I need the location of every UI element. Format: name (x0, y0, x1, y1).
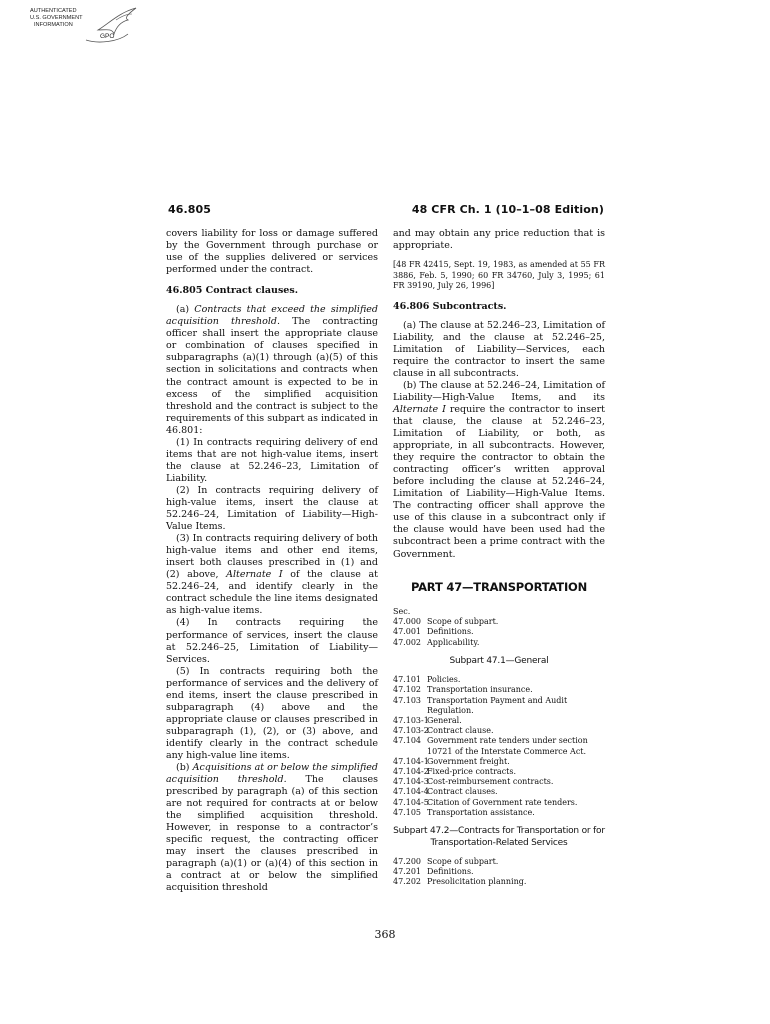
paragraph-a4: (4) In contracts requiring the performance of services, insert the clause at 52.246–25, Limitation of Liability—Services. (166, 617, 378, 665)
toc-entry-number: 47.104-5 (393, 797, 429, 807)
paragraph-b: (b) Acquisitions at or below the simplified acquisition threshold. The clauses prescribed by paragraph (a) of this section are not required for contracts at or below the simplified acquisition threshold. However, in response to a contractor’s specific request, the contracting officer may insert the clauses prescribed in paragraph (a)(1) or (a)(4) of this section in a contract at or below the simplified acquisition threshold (166, 762, 378, 894)
toc-entry-number: 47.104-2 (393, 767, 429, 777)
toc-entry-number: 47.001 (393, 627, 421, 637)
toc-entry-number: 47.105 (393, 807, 421, 817)
toc-entry-title: Contract clause. (427, 726, 494, 736)
toc-entry-title: Definitions. (427, 867, 474, 877)
sec-label: Sec. (393, 606, 411, 616)
toc-entry-title: Scope of subpart. (427, 617, 499, 627)
toc-entry (393, 857, 605, 867)
toc-entry-title: General. (427, 716, 462, 726)
intro-paragraph: covers liability for loss or damage suffered by the Government through purchase or use of the supplies delivered or services performed under the contract. (166, 228, 378, 276)
toc-entry-title: Transportation Payment and Audit Regulation. (427, 695, 568, 715)
toc-entry-number: 47.104 (393, 736, 421, 746)
paragraph-a2: (2) In contracts requiring delivery of high-value items, insert the clause at 52.246–24, Limitation of Liability—High-Value Items. (166, 484, 378, 533)
continued-paragraph: and may obtain any price reduction that is appropriate. (393, 228, 605, 252)
eagle-icon (28, 4, 143, 48)
toc-entry-number: 47.000 (393, 617, 421, 627)
page-number: 368 (374, 928, 396, 941)
right-column (393, 228, 605, 888)
toc-entry (393, 877, 605, 887)
toc-entry (393, 798, 605, 808)
toc-entry-title: Fixed-price contracts. (427, 767, 517, 777)
toc-entry-number: 47.103-1 (393, 716, 429, 726)
subcontracts-paragraph-a: (a) The clause at 52.246–23, Limitation of Liability, and the clause at 52.246–25, Limitation of Liability—Services, each require the contractor to insert the same clause in all subcontracts. (393, 319, 605, 379)
toc-entry-number: 47.104-1 (393, 756, 429, 766)
toc-general-provisions (393, 617, 605, 648)
section-heading-46-806: 46.806 Subcontracts. (393, 300, 507, 312)
toc-entry-number: 47.202 (393, 877, 421, 887)
logo-line-3: INFORMATION (34, 22, 73, 28)
toc-entry-title: Transportation assistance. (427, 807, 535, 817)
toc-entry-title: Policies. (427, 675, 461, 685)
toc-entry (393, 726, 605, 736)
toc-entry (393, 617, 605, 627)
toc-entry (393, 777, 605, 787)
toc-entry-number: 47.200 (393, 857, 421, 867)
source-citation: [48 FR 42415, Sept. 19, 1983, as amended at 55 FR 3886, Feb. 5, 1990; 60 FR 34760, July 3, 1995; 61 FR 39190, July 26, 1996] (393, 260, 605, 291)
paragraph-a3: (3) In contracts requiring delivery of both high-value items and other end items, insert both clauses prescribed in (1) and (2) above, Alternate I of the clause at 52.246–24, and identify clearly in the contract schedule the line items designated as high-value items. (166, 533, 378, 617)
left-column (166, 228, 378, 895)
toc-entry-title: Presolicitation planning. (427, 877, 527, 887)
running-header-title: 48 CFR Ch. 1 (10–1–08 Edition) (411, 203, 604, 216)
section-heading-46-805: 46.805 Contract clauses. (166, 285, 299, 297)
logo-line-1: AUTHENTICATED (30, 8, 77, 14)
gpo-authentication-logo (28, 4, 143, 48)
toc-entry-title: Cost-reimbursement contracts. (427, 777, 554, 787)
toc-entry (393, 787, 605, 797)
paragraph-a5: (5) In contracts requiring both the performance of services and the delivery of end items, insert the clause prescribed in subparagraph (4) above and the appropriate clause or clauses prescribed in subparagraph (1), (2), or (3) above, and identify clearly in the contract schedule any high-value line items. (166, 665, 378, 761)
toc-entry-number: 47.103-2 (393, 726, 429, 736)
toc-entry-title: Scope of subpart. (427, 857, 499, 867)
toc-entry (393, 696, 605, 716)
running-header-section: 46.805 (168, 203, 212, 216)
toc-entry (393, 736, 605, 756)
toc-entry (393, 685, 605, 695)
toc-entry-number: 47.104-3 (393, 777, 429, 787)
toc-entry-number: 47.102 (393, 685, 421, 695)
part-title: PART 47—TRANSPORTATION (410, 579, 588, 594)
toc-entry-number: 47.002 (393, 637, 421, 647)
toc-subpart-47-1 (393, 675, 605, 818)
logo-line-4: GPO (100, 33, 115, 40)
toc-entry-number: 47.103 (393, 695, 421, 705)
toc-entry (393, 638, 605, 648)
toc-entry (393, 767, 605, 777)
toc-entry (393, 627, 605, 637)
toc-entry-title: Applicability. (427, 637, 480, 647)
subpart-47-1-heading: Subpart 47.1—General (449, 655, 549, 666)
toc-entry-title: Government rate tenders under section 10721 of the Interstate Commerce Act. (427, 736, 588, 756)
toc-entry-number: 47.104-4 (393, 787, 429, 797)
toc-entry-title: Contract clauses. (427, 787, 498, 797)
toc-entry-number: 47.201 (393, 867, 421, 877)
toc-entry (393, 867, 605, 877)
paragraph-a: (a) Contracts that exceed the simplified acquisition threshold. The contracting officer shall insert the appropriate clause or combination of clauses specified in subparagraphs (a)(1) through (a)(5) of this section in solicitations and contracts when the contract amount is expected to be in excess of the simplified acquisition threshold and the contract is subject to the requirements of this subpart as indicated in 46.801: (166, 304, 378, 436)
subpart-47-2-heading: Subpart 47.2—Contracts for Transportation or for Transportation-Related Services (393, 826, 605, 848)
paragraph-a-title: Contracts that exceed the simplified acquisition threshold. (166, 304, 378, 328)
toc-entry (393, 675, 605, 685)
toc-entry-title: Government freight. (427, 756, 510, 766)
toc-entry-title: Transportation insurance. (427, 685, 533, 695)
toc-entry-title: Definitions. (427, 627, 474, 637)
paragraph-a1: (1) In contracts requiring delivery of end items that are not high-value items, insert the clause at 52.246–23, Limitation of Liability. (166, 436, 378, 484)
paragraph-b-title: Acquisitions at or below the simplified acquisition threshold. (166, 762, 378, 786)
toc-entry-title: Citation of Government rate tenders. (427, 797, 578, 807)
subcontracts-paragraph-b: (b) The clause at 52.246–24, Limitation of Liability—High-Value Items, and its Alternate I require the contractor to insert that clause, the clause at 52.246–23, Limitation of Liability, or both, as appropriate, in all subcontracts. However, they require the contractor to obtain the contracting officer’s written approval before including the clause at 52.246–24, Limitation of Liability—High-Value Items. The contracting officer shall approve the use of this clause in a subcontract only if the clause would have been used had the subcontract been a prime contract with the Government. (393, 379, 606, 560)
toc-entry (393, 716, 605, 726)
toc-entry (393, 757, 605, 767)
toc-entry (393, 808, 605, 818)
toc-entry-number: 47.101 (393, 675, 421, 685)
logo-line-2: U.S. GOVERNMENT (30, 15, 83, 21)
toc-subpart-47-2 (393, 857, 605, 888)
